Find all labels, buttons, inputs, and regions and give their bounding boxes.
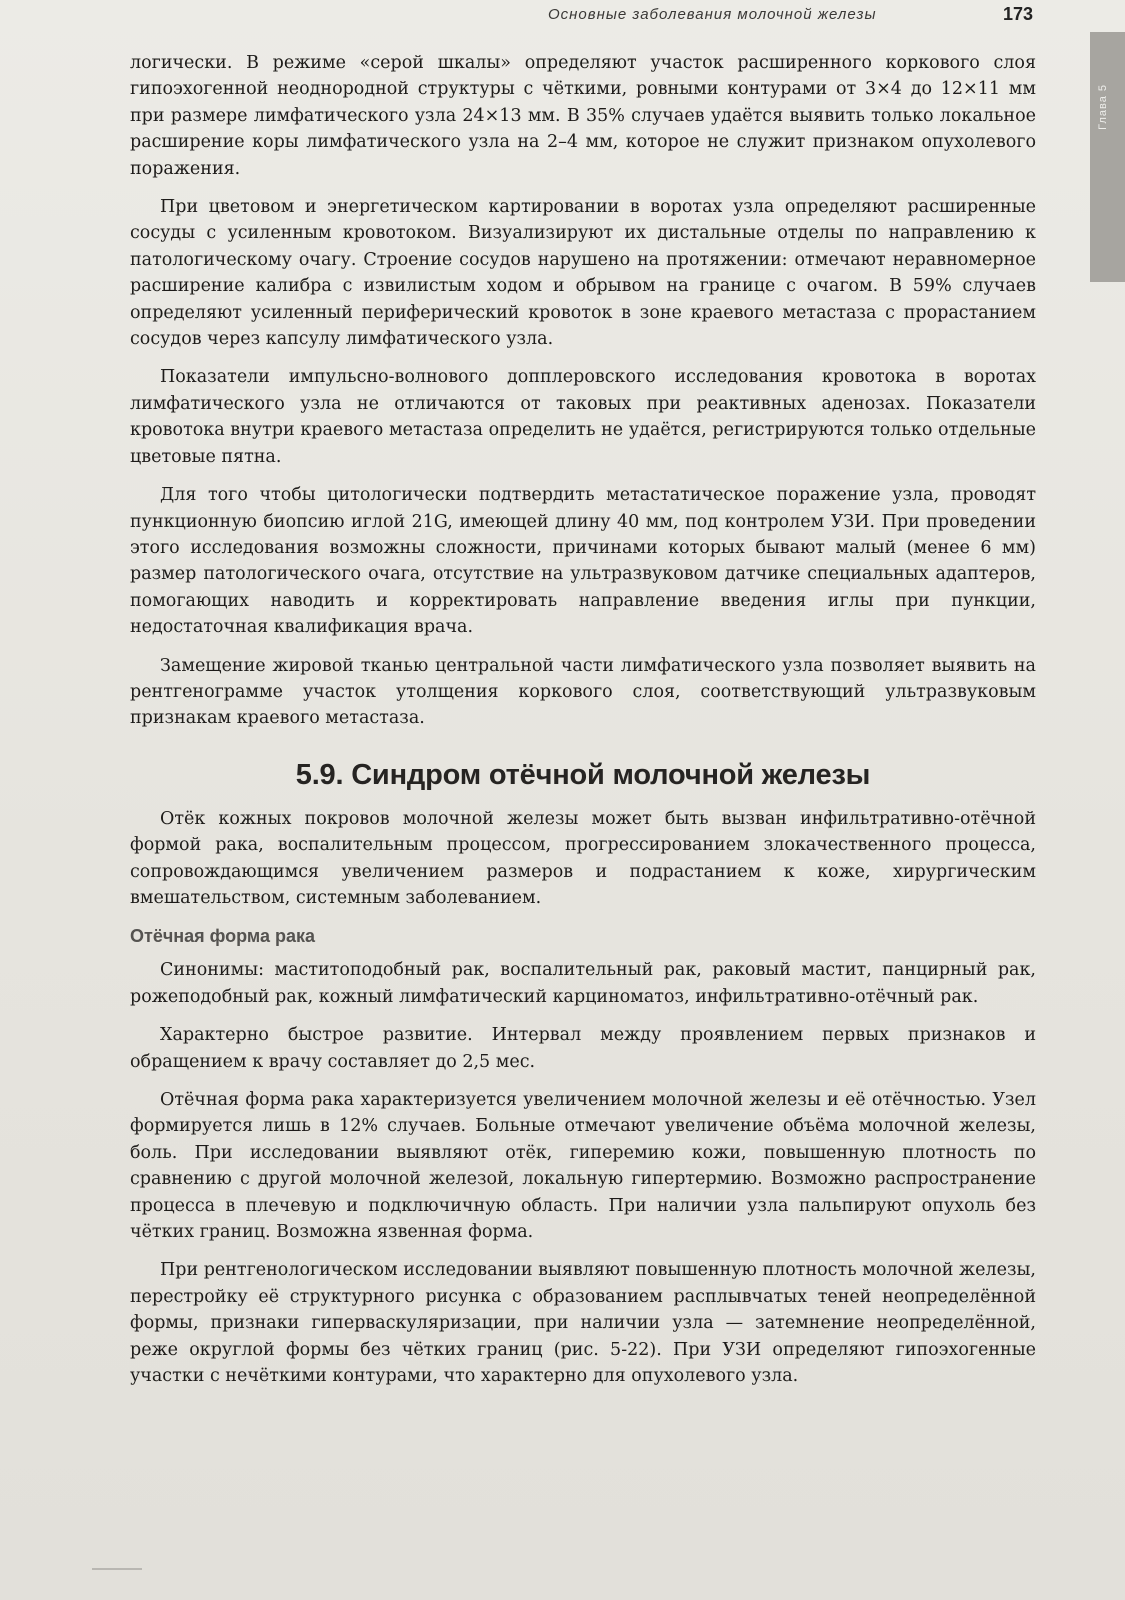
page-edge-mark — [92, 1568, 142, 1570]
paragraph-pulse-doppler: Показатели импульсно-волнового допплеровского исследования кровотока в воротах лимфатического узла не отличаются от таковых при реактивных аденозах. Показатели кровотока внутри краевого метастаза определить не удаётся, регистрируются только отдельные цветовые пятна. — [130, 367, 1036, 467]
paragraph-biopsy: Для того чтобы цитологически подтвердить метастатическое поражение узла, проводят пункционную биопсию иглой 21G, имеющей длину 40 мм, под контролем УЗИ. При проведении этого исследования возможны сложности, причинами которых бывают малый (менее 6 мм) размер патологического очага, отсутствие на ультразвуковом датчике специальных адаптеров, помогающих наводить и корректировать направление введения иглы при пункции, недостаточная квалификация врача. — [130, 485, 1036, 638]
section-title: 5.9. Синдром отёчной молочной железы — [295, 758, 871, 791]
paragraph-development: Характерно быстрое развитие. Интервал между проявлением первых признаков и обращением к врачу составляет до 2,5 мес. — [130, 1025, 1036, 1072]
chapter-tab — [1090, 32, 1125, 282]
subsection-title: Отёчная форма рака — [130, 926, 316, 947]
paragraph-continuation: логически. В режиме «серой шкалы» определяют участок расширенного коркового слоя гипоэхогенной неоднородной структуры с чёткими, ровными контурами от 3×4 до 12×11 мм при размере лимфатического узла 24×13 мм. В 35% случаев удаётся выявить только локальное расширение коры лимфатического узла на 2–4 мм, которое не служит признаком опухолевого поражения. — [130, 53, 1036, 179]
paragraph-imaging: При рентгенологическом исследовании выявляют повышенную плотность молочной железы, перестройку её структурного рисунка с образованием расплывчатых теней неопределённой формы, признаки гиперваскуляризации, при наличии узла — затемнение неопределённой, реже округлой формы без чётких границ (рис. 5-22). При УЗИ определяют гипоэхогенные участки с нечёткими контурами, что характерно для опухолевого узла. — [130, 1260, 1036, 1387]
paragraph-clinical: Отёчная форма рака характеризуется увеличением молочной железы и её отёчностью. Узел формируется лишь в 12% случаев. Больные отмечают увеличение объёма молочной железы, боль. При исследовании выявляют отёк, гиперемию кожи, повышенную плотность по сравнению с другой молочной железой, локальную гипертермию. Возможно распространение процесса в плечевую и подключичную область. При наличии узла пальпируют опухоль без чётких границ. Возможна язвенная форма. — [130, 1090, 1036, 1243]
paragraph-synonyms: Синонимы: маститоподобный рак, воспалительный рак, раковый мастит, панцирный рак, рожеподобный рак, кожный лимфатический карциноматоз, инфильтративно-отёчный рак. — [130, 960, 1036, 1007]
page-number: 173 — [1002, 4, 1033, 24]
page-body — [130, 50, 1036, 1401]
chapter-tab-label: Глава 5 — [1097, 84, 1109, 130]
section-intro: Отёк кожных покровов молочной железы может быть вызван инфильтративно-отёчной формой рака, воспалительным процессом, прогрессированием злокачественного процесса, сопровождающимся увеличением размеров и подрастанием к коже, хирургическим вмешательством, системным заболеванием. — [130, 808, 1036, 908]
paragraph-color-doppler: При цветовом и энергетическом картировании в воротах узла определяют расширенные сосуды с усиленным кровотоком. Визуализируют их дистальные отделы по направлению к патологическому очагу. Строение сосудов нарушено на протяжении: отмечают неравномерное расширение калибра с извилистым ходом и обрывом на границе с очагом. В 59% случаев определяют усиленный периферический кровоток в зоне краевого метастаза с прорастанием сосудов через капсулу лимфатического узла. — [130, 197, 1036, 350]
running-head: Основные заболевания молочной железы — [548, 6, 877, 23]
paragraph-xray: Замещение жировой тканью центральной части лимфатического узла позволяет выявить на рентгенограмме участок утолщения коркового слоя, соответствующий ультразвуковым признакам краевого метастаза. — [130, 655, 1036, 729]
